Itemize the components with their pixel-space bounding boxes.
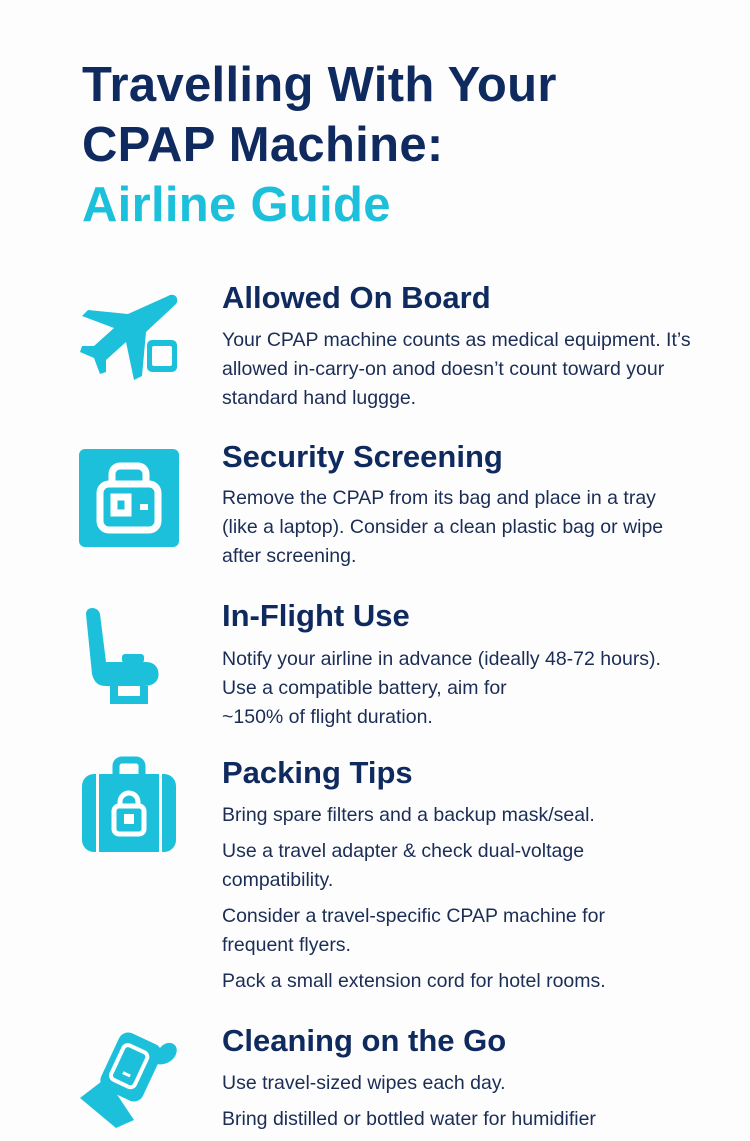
section-heading: Allowed On Board <box>222 280 491 315</box>
section-paragraph: Pack a small extension cord for hotel rooms. <box>222 970 606 992</box>
section-body <box>222 801 672 1003</box>
section-paragraph: Bring distilled or bottled water for humidifier <box>222 1108 596 1130</box>
cleaning-wipe-icon <box>76 1028 182 1128</box>
bag-icon <box>76 448 182 548</box>
section-paragraph: Remove the CPAP from its bag and place in a tray (like a laptop). Consider a clean plastic bag or wipe after screening. <box>222 487 664 567</box>
section-body <box>222 1069 722 1141</box>
title-line-1: Travelling With Your <box>82 58 557 112</box>
section-paragraph: Your CPAP machine counts as medical equipment. It’s allowed in-carry-on anod doesn’t count toward your standard hand luggge. <box>222 329 691 409</box>
section-body <box>222 645 742 732</box>
section-heading: Packing Tips <box>222 755 413 790</box>
section-heading: Security Screening <box>222 439 503 474</box>
airplane-seat-icon <box>76 604 182 704</box>
section-paragraph: Use travel-sized wipes each day. <box>222 1072 506 1094</box>
suitcase-icon <box>76 756 182 856</box>
page-title <box>82 55 557 235</box>
section-paragraph: ~150% of flight duration. <box>222 706 433 728</box>
section-heading: Cleaning on the Go <box>222 1023 507 1058</box>
airplane-luggage-icon <box>76 288 182 388</box>
section-paragraph: Use a compatible battery, aim for <box>222 677 507 699</box>
section-paragraph: Notify your airline in advance (ideally 48-72 hours). <box>222 648 661 670</box>
section-paragraph: Consider a travel-specific CPAP machine for frequent flyers. <box>222 905 605 956</box>
section-body <box>222 326 722 413</box>
title-line-2: CPAP Machine: <box>82 118 444 172</box>
section-paragraph: Bring spare filters and a backup mask/seal. <box>222 804 595 826</box>
section-body <box>222 484 677 571</box>
section-heading: In-Flight Use <box>222 598 410 633</box>
title-accent: Airline Guide <box>82 178 391 232</box>
section-paragraph: Use a travel adapter & check dual-voltage compatibility. <box>222 840 585 891</box>
